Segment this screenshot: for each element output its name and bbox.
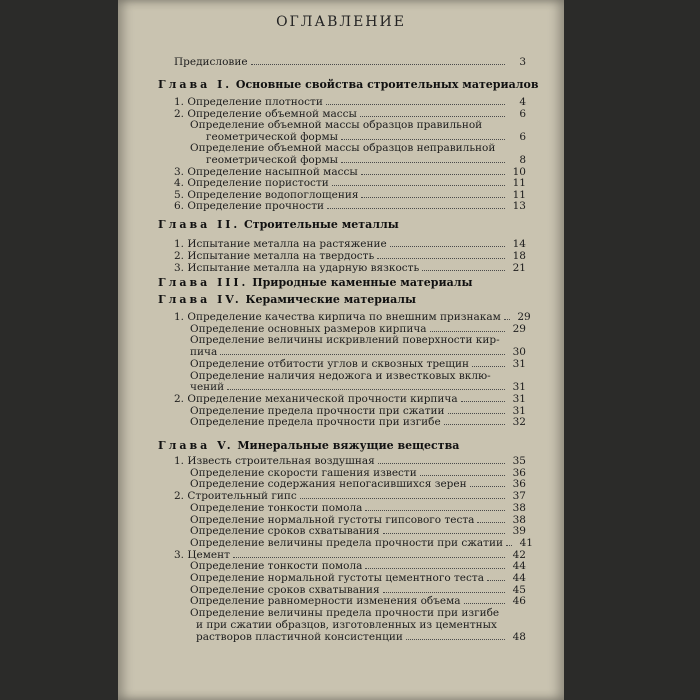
toc-entry (174, 262, 526, 274)
toc-entry (174, 177, 526, 189)
toc-entry (174, 166, 526, 178)
toc-entry-text: чений (190, 381, 225, 394)
toc-entry (190, 536, 533, 549)
toc-entry-page: 31 (512, 357, 526, 370)
leader-dots (377, 258, 505, 259)
toc-entry-page: 37 (512, 490, 526, 503)
toc-entry-page: 3 (519, 56, 526, 68)
toc-entry-page: 31 (512, 404, 526, 417)
toc-entry-text: Определение отбитости углов и сквозных трещин (190, 357, 470, 370)
toc-entry (174, 250, 526, 262)
toc-entry-page: 30 (512, 346, 526, 359)
leader-dots (365, 510, 505, 511)
leader-dots (477, 522, 505, 523)
toc-entry-page: 6 (519, 107, 526, 120)
leader-dots (464, 603, 505, 604)
leader-dots (361, 174, 505, 175)
toc-entry-text: Определение сроков схватывания (190, 525, 380, 538)
leader-dots (361, 197, 505, 198)
toc-entry-text: Определение нормальной густоты цементного теста (190, 572, 484, 584)
leader-dots (448, 413, 505, 414)
toc-entry-text: Определение сроков схватывания (190, 583, 380, 596)
toc-entry (190, 323, 526, 335)
toc-entry (190, 595, 526, 607)
toc-entry-page: 42 (512, 548, 526, 561)
toc-entry: Определение наличия недожога и известковых вклю- (190, 369, 491, 382)
toc-entry: Определение величины предела прочности при изгибе (190, 607, 500, 620)
toc-entry-text: 1. Известь строительная воздушная (174, 455, 375, 467)
toc-entry (174, 238, 526, 250)
leader-dots (504, 319, 510, 320)
toc-entry-page: 29 (517, 311, 531, 323)
toc-entry-page: 36 (512, 478, 526, 491)
chapter-number: Глава IV. (158, 293, 242, 306)
chapter-heading-2 (158, 218, 399, 231)
toc-entry-page: 39 (512, 525, 526, 538)
toc-entry (174, 311, 531, 323)
chapter-name: Природные каменные материалы (252, 276, 473, 289)
toc-entry (196, 631, 526, 643)
toc-entry (174, 96, 526, 108)
toc-entry (174, 108, 526, 120)
chapter-number: Глава II. (158, 218, 241, 231)
leader-dots (430, 331, 505, 332)
toc-entry-page: 14 (512, 238, 526, 250)
background-right (564, 0, 700, 700)
toc-entry-page: 32 (512, 416, 526, 429)
toc-entry-page: 8 (519, 154, 526, 166)
toc-entry-page: 31 (512, 392, 526, 405)
leader-dots (251, 64, 505, 65)
toc-entry-text: Определение тонкости помола (190, 501, 363, 514)
page-title: ОГЛАВЛЕНИЕ (276, 14, 406, 30)
toc-entry (190, 560, 526, 572)
toc-entry-text: Определение предела прочности при изгибе (190, 416, 441, 429)
toc-entry (190, 405, 526, 417)
toc-entry (174, 549, 526, 561)
leader-dots (470, 486, 505, 487)
toc-entry-page: 36 (512, 466, 526, 479)
leader-dots (420, 475, 505, 476)
toc-entry-page: 11 (512, 188, 526, 201)
toc-entry-text: Определение скорости гашения извести (190, 466, 417, 479)
leader-dots (327, 208, 505, 209)
toc-entry: Определение величины искривлений поверхности кир- (190, 334, 500, 347)
chapter-number: Глава III. (158, 276, 249, 289)
leader-dots (341, 162, 505, 163)
chapter-name: Строительные металлы (244, 218, 399, 231)
toc-entry-page: 48 (512, 630, 526, 643)
toc-entry: Определение объемной массы образцов правильной (190, 119, 483, 132)
toc-entry (174, 490, 526, 502)
leader-dots (390, 246, 505, 247)
toc-entry-text: 3. Определение насыпной массы (174, 165, 358, 178)
toc-entry-text: 1. Определение плотности (174, 96, 323, 108)
toc-entry-page: 6 (519, 130, 526, 143)
background-left (0, 0, 118, 700)
leader-dots (487, 580, 505, 581)
toc-entry (190, 358, 526, 370)
leader-dots (365, 568, 505, 569)
toc-entry-page: 4 (519, 96, 526, 108)
toc-entry-page: 31 (512, 381, 526, 394)
toc-entry (174, 455, 526, 467)
toc-entry (190, 381, 526, 393)
toc-entry (190, 478, 526, 490)
leader-dots (227, 389, 505, 390)
toc-entry-page: 21 (512, 261, 526, 274)
toc-entry (190, 502, 526, 514)
toc-entry-page: 10 (512, 165, 526, 178)
toc-entry-text: 2. Испытание металла на твердость (174, 249, 375, 262)
chapter-heading-5 (158, 439, 459, 452)
toc-entry-text: Определение равномерности изменения объема (190, 595, 461, 608)
toc-entry (174, 189, 526, 201)
toc-entry-page: 18 (512, 249, 526, 262)
toc-entry-page: 41 (519, 536, 533, 549)
toc-entry: и при сжатии образцов, изготовленных из цементных (196, 618, 497, 631)
toc-entry-page: 38 (512, 513, 526, 526)
chapter-heading-1 (158, 78, 539, 91)
chapter-name: Основные свойства строительных материалов (235, 78, 539, 91)
toc-entry (190, 467, 526, 479)
leader-dots (506, 545, 512, 546)
toc-entry (190, 346, 526, 358)
toc-entry (206, 154, 526, 166)
toc-entry-text: растворов пластичной консистенции (196, 630, 403, 643)
leader-dots (461, 401, 505, 402)
toc-entry-text: 1. Определение качества кирпича по внешним признакам (174, 311, 501, 323)
toc-entry-page: 44 (512, 560, 526, 573)
toc-entry-text: 2. Определение механической прочности кирпича (174, 392, 458, 405)
toc-entry-text: Определение величины предела прочности при сжатии (190, 536, 503, 549)
leader-dots (341, 139, 505, 140)
chapter-heading-4 (158, 293, 416, 306)
toc-entry (190, 514, 526, 526)
leader-dots (472, 366, 505, 367)
leader-dots (326, 104, 505, 105)
toc-entry (190, 525, 526, 537)
toc-entry-text: 4. Определение пористости (174, 177, 329, 190)
toc-entry-text: Предисловие (174, 56, 248, 68)
toc-entry-preface (174, 56, 526, 68)
chapter-heading-3 (158, 276, 473, 289)
toc-entry: Определение объемной массы образцов неправильной (190, 142, 496, 155)
leader-dots (406, 639, 505, 640)
toc-entry-text: 2. Определение объемной массы (174, 107, 357, 120)
leader-dots (378, 463, 505, 464)
toc-entry-text: 2. Строительный гипс (174, 490, 297, 503)
toc-entry (206, 131, 526, 143)
toc-entry-text: пича (190, 346, 218, 359)
leader-dots (220, 354, 505, 355)
toc-entry-page: 46 (512, 595, 526, 608)
toc-entry (174, 393, 526, 405)
chapter-number: Глава I. (158, 78, 233, 91)
toc-entry-page: 29 (512, 322, 526, 335)
toc-entry-text: 1. Испытание металла на растяжение (174, 238, 387, 250)
toc-entry (190, 572, 526, 584)
toc-entry-text: Определение основных размеров кирпича (190, 322, 427, 335)
toc-entry-text: 3. Испытание металла на ударную вязкость (174, 261, 420, 274)
leader-dots (444, 424, 505, 425)
toc-entry-page: 44 (512, 572, 526, 584)
toc-entry (174, 200, 526, 212)
toc-entry-text: Определение нормальной густоты гипсового теста (190, 513, 475, 526)
chapter-name: Минеральные вяжущие вещества (237, 439, 460, 452)
leader-dots (360, 116, 505, 117)
chapter-number: Глава V. (158, 439, 234, 452)
toc-entry (190, 584, 526, 596)
leader-dots (300, 498, 505, 499)
toc-entry (190, 416, 526, 428)
toc-entry-page: 35 (512, 455, 526, 467)
toc-entry-text: Определение предела прочности при сжатии (190, 404, 445, 417)
leader-dots (233, 557, 505, 558)
book-page (118, 0, 564, 700)
toc-entry-text: геометрической формы (206, 130, 338, 143)
leader-dots (422, 270, 505, 271)
toc-entry-text: 5. Определение водопоглощения (174, 188, 359, 201)
toc-entry-page: 38 (512, 501, 526, 514)
toc-entry-text: геометрической формы (206, 154, 338, 166)
toc-entry-text: 3. Цемент (174, 548, 230, 561)
toc-entry-text: Определение содержания непогасившихся зерен (190, 478, 467, 491)
toc-entry-text: 6. Определение прочности (174, 200, 324, 213)
toc-entry-page: 13 (512, 200, 526, 213)
toc-entry-text: Определение тонкости помола (190, 560, 363, 573)
toc-entry-page: 45 (512, 583, 526, 596)
chapter-name: Керамические материалы (245, 293, 416, 306)
toc-entry-page: 11 (512, 177, 526, 190)
leader-dots (383, 592, 505, 593)
leader-dots (383, 533, 505, 534)
leader-dots (332, 185, 505, 186)
